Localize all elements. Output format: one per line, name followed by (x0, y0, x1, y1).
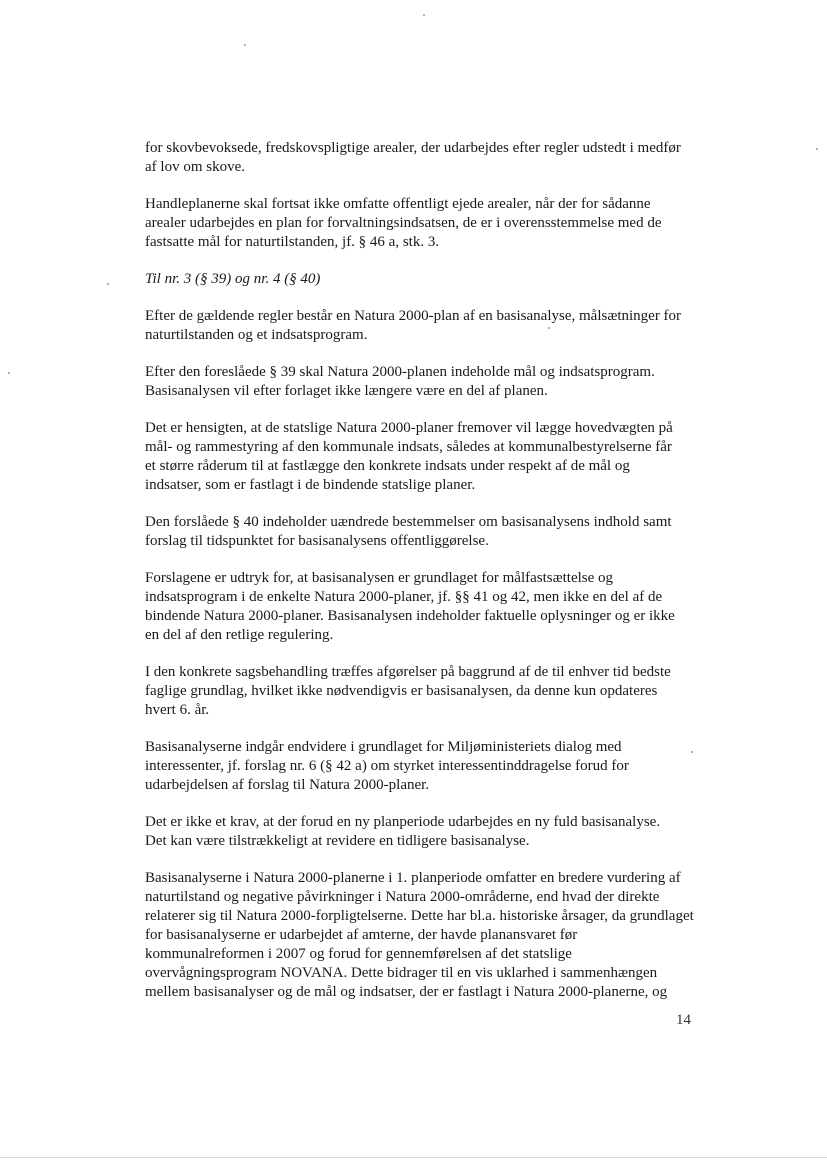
scan-bottom-edge (0, 1157, 827, 1158)
paragraph: Efter de gældende regler består en Natura 2000-plan af en basisanalyse, målsætninger for naturtilstanden og et indsatsprogram. (145, 308, 682, 343)
paragraph: Det er hensigten, at de statslige Natura 2000-planer fremover vil lægge hovedvægten på mål- og rammestyring af den kommunale indsats, således at kommunalbestyrelserne får et større råderum til at fastlægge den konkrete indsats under respekt af de mål og indsatser, som er fastlagt i de bindende statslige planer. (145, 420, 673, 493)
paragraph: I den konkrete sagsbehandling træffes afgørelser på baggrund af de til enhver tid bedste faglige grundlag, hvilket ikke nødvendigvis er basisanalysen, da denne kun opdateres hvert 6. år. (145, 664, 671, 718)
paragraph: Basisanalyserne indgår endvidere i grundlaget for Miljøministeriets dialog med interessenter, jf. forslag nr. 6 (§ 42 a) om styrket interessentinddragelse forud for udarbejdelsen af forslag til Natura 2000-planer. (145, 739, 629, 793)
paragraph: Handleplanerne skal fortsat ikke omfatte offentligt ejede arealer, når der for sådanne arealer udarbejdes en plan for forvaltningsindsatsen, de er i overensstemmelse med de fastsatte mål for naturtilstanden, jf. § 46 a, stk. 3. (145, 196, 662, 250)
scan-speck (8, 372, 10, 374)
body-text (145, 139, 720, 1020)
paragraph: Forslagene er udtryk for, at basisanalysen er grundlaget for målfastsættelse og indsatsprogram i de enkelte Natura 2000-planer, jf. §§ 41 og 42, men ikke en del af de bindende Natura 2000-planer. Basisanalysen indeholder faktuelle oplysninger og er ikke en del af den retlige regulering. (145, 570, 675, 643)
scan-speck (423, 14, 425, 16)
paragraph: Basisanalyserne i Natura 2000-planerne i 1. planperiode omfatter en bredere vurdering af naturtilstand og negative påvirkninger i Natura 2000-områderne, end hvad der direkte relaterer sig til Natura 2000-forpligtelserne. Dette har bl.a. historiske årsager, da grundlaget for basisanalyserne er udarbejdet af amterne, der havde planansvaret før kommunalreformen i 2007 og forud for gennemførelsen af det statslige overvågningsprogram NOVANA. Dette bidrager til en vis uklarhed i sammenhængen mellem basisanalyser og de mål og indsatser, der er fastlagt i Natura 2000-planerne, og (145, 870, 694, 1000)
section-heading: Til nr. 3 (§ 39) og nr. 4 (§ 40) (145, 271, 321, 287)
paragraph: Efter den foreslåede § 39 skal Natura 2000-planen indeholde mål og indsatsprogram. Basisanalysen vil efter forlaget ikke længere være en del af planen. (145, 364, 655, 399)
scan-speck (244, 44, 246, 46)
scan-speck (107, 283, 109, 285)
page-number: 14 (676, 1012, 691, 1028)
paragraph: Det er ikke et krav, at der forud en ny planperiode udarbejdes en ny fuld basisanalyse. Det kan være tilstrækkeligt at revidere en tidligere basisanalyse. (145, 814, 661, 849)
paragraph: Den forslåede § 40 indeholder uændrede bestemmelser om basisanalysens indhold samt forslag til tidspunktet for basisanalysens offentliggørelse. (145, 514, 672, 549)
scan-speck (816, 148, 818, 150)
paragraph: for skovbevoksede, fredskovspligtige arealer, der udarbejdes efter regler udstedt i medfør af lov om skove. (145, 140, 681, 175)
